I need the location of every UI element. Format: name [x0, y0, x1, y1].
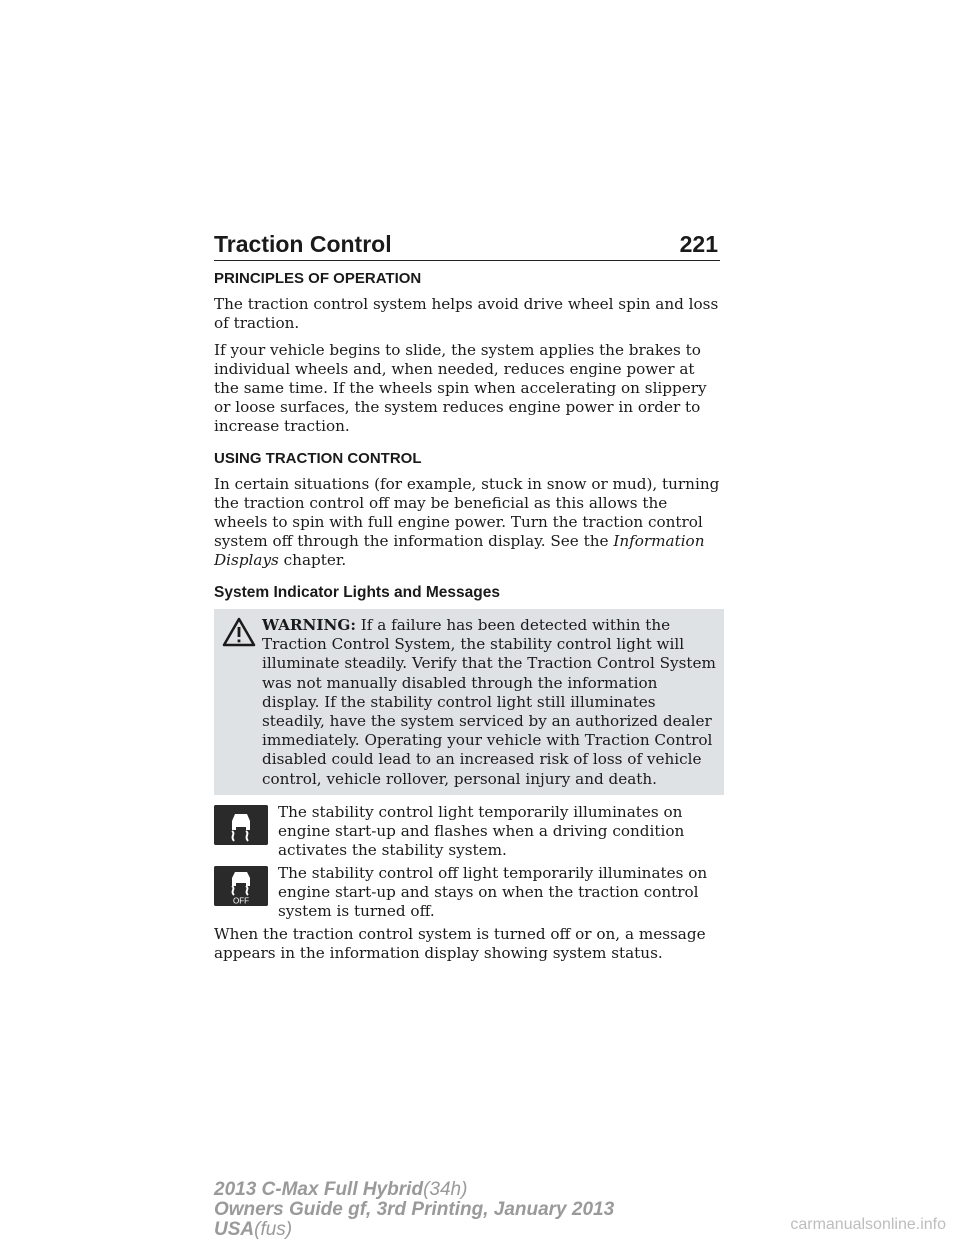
- footer-market: USA: [214, 1219, 255, 1240]
- principles-paragraph-2: If your vehicle begins to slide, the system applies the brakes to individual wheels and, when needed, reduces engine power at the same time. If the wheels spin when accelerating on slippery or loose surfaces, the system reduces engine power in order to increase traction.: [214, 341, 707, 435]
- off-icon-label: OFF: [233, 896, 249, 906]
- stability-light-entry: [214, 803, 724, 860]
- heading-indicators: System Indicator Lights and Messages: [214, 584, 500, 601]
- stability-control-icon: [214, 805, 268, 845]
- watermark: carmanualsonline.info: [790, 1216, 946, 1233]
- stability-control-off-icon: [214, 866, 268, 906]
- page-content: [214, 270, 724, 971]
- warning-body: If a failure has been detected within the Traction Control System, the stability control light will illuminate steadily. Verify that the Traction Control System was not manually disabled through the information display. If the stability control light still illuminates steadily, have the system serviced by an authorized dealer immediately. Operating your vehicle with Traction Control disabled could lead to an increased risk of loss of vehicle control, vehicle rollover, personal injury and death.: [262, 616, 716, 788]
- warning-box: [214, 609, 724, 795]
- chapter-title: Traction Control: [214, 231, 392, 257]
- warning-label: WARNING:: [262, 616, 356, 634]
- principles-paragraph-1: The traction control system helps avoid drive wheel spin and loss of traction.: [214, 295, 719, 332]
- page-header: [214, 228, 720, 261]
- using-text: In certain situations (for example, stuck in snow or mud), turning the traction control off may be beneficial as this allows the wheels to spin with full engine power. Turn the traction control system off through the information display. See the: [214, 475, 720, 550]
- information-displays-reference: Information Displays: [214, 532, 705, 569]
- stability-light-text: The stability control light temporarily illuminates on engine start-up and flashes when a driving condition activates the stability system.: [278, 802, 685, 859]
- heading-principles: PRINCIPLES OF OPERATION: [214, 270, 422, 287]
- warning-triangle-icon: [222, 617, 256, 647]
- closing-paragraph: When the traction control system is turned off or on, a message appears in the information display showing system status.: [214, 924, 706, 962]
- footer-line-2: Owners Guide gf, 3rd Printing, January 2013: [214, 1199, 615, 1220]
- footer-model: 2013 C-Max Full Hybrid: [214, 1179, 424, 1200]
- footer-market-code: (fus): [254, 1219, 293, 1240]
- using-paragraph: [214, 475, 724, 570]
- footer-model-code: (34h): [423, 1179, 468, 1200]
- stability-off-light-text: The stability control off light temporarily illuminates on engine start-up and stays on when the traction control system is turned off.: [278, 863, 708, 920]
- heading-using: USING TRACTION CONTROL: [214, 450, 422, 467]
- stability-off-light-entry: [214, 864, 724, 921]
- using-text-end: chapter.: [278, 551, 347, 569]
- page-number: 221: [679, 231, 718, 257]
- page-footer: [214, 1180, 614, 1240]
- footer-line-3: [214, 1220, 614, 1240]
- warning-text: [220, 616, 716, 789]
- footer-line-1: [214, 1180, 614, 1200]
